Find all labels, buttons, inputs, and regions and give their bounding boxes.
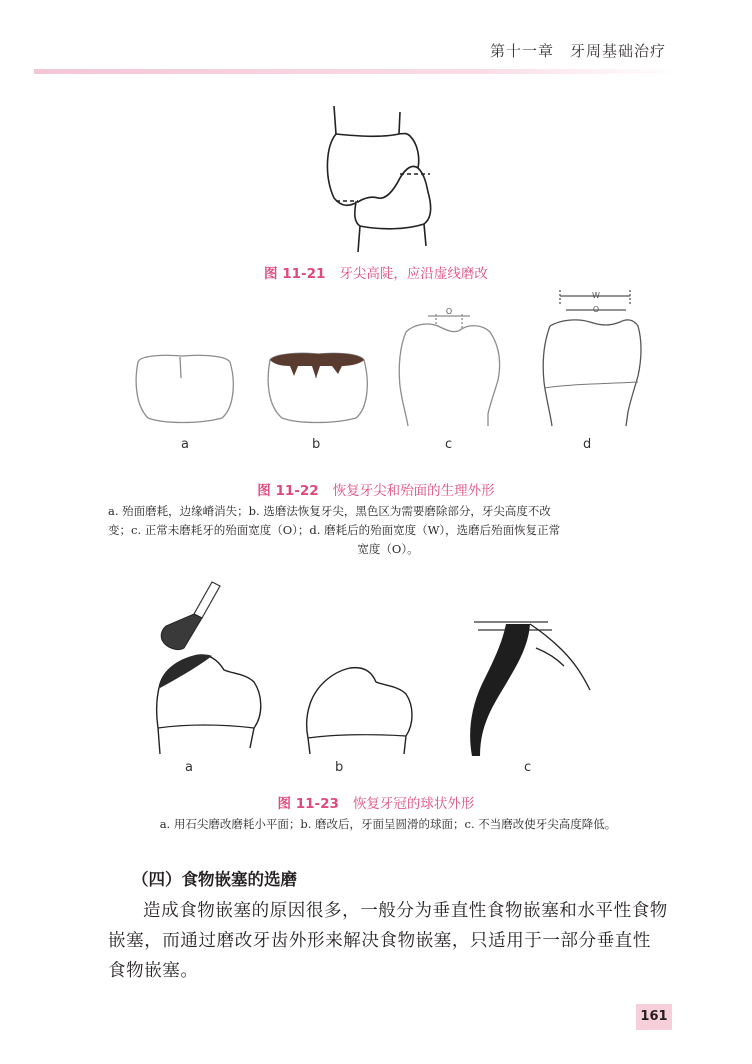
- chapter-header: 第十一章 牙周基础治疗: [489, 42, 666, 60]
- figure-title: 恢复牙冠的球状外形: [352, 796, 475, 812]
- figure-11-21-illustration: [320, 106, 440, 252]
- figure-11-23-illustration: [150, 578, 620, 760]
- figure-11-22-note-line-2: 变；c. 正常未磨耗牙的殆面宽度（O）；d. 磨耗后的殆面宽度（W），选磨后殆面恢复正常: [108, 523, 561, 537]
- figure-11-22-note-line-3: 宽度（O）。: [357, 542, 419, 556]
- figure-11-23-note: a. 用石尖磨改磨耗小平面；b. 磨改后，牙面呈圆滑的球面；c. 不当磨改使牙尖高度降低。: [159, 817, 617, 831]
- figure-11-22-illustration: [130, 286, 650, 436]
- figure-number: 图 11-23: [277, 796, 339, 812]
- section-title: （四）食物嵌塞的选磨: [132, 870, 297, 889]
- panel-c-ground-area: [470, 624, 530, 756]
- figure-11-23-label-c: c: [524, 760, 532, 775]
- figure-number: 图 11-21: [264, 266, 326, 282]
- panel-d-width-o-mark: O: [592, 305, 600, 314]
- panel-a-tooth-gum-line: [158, 725, 254, 728]
- figure-11-22-label-b: b: [312, 437, 321, 452]
- figure-title: 牙尖高陡，应沿虚线磨改: [339, 266, 488, 282]
- body-paragraph: [108, 896, 668, 986]
- figure-11-22-note-line-1: a. 殆面磨耗，边缘嵴消失；b. 选磨法恢复牙尖，黑色区为需要磨除部分，牙尖高度不改: [108, 504, 551, 518]
- stone-bur: [161, 582, 220, 650]
- lower-tooth-root-left: [358, 226, 360, 252]
- figure-title: 恢复牙尖和殆面的生理外形: [332, 483, 495, 499]
- panel-a-ground-facet: [160, 655, 212, 689]
- figure-11-22-label-c: c: [445, 437, 453, 452]
- lower-tooth-root-right: [424, 224, 426, 246]
- page-number: 161: [636, 1004, 672, 1030]
- header-rule: [34, 69, 679, 74]
- figure-11-22-caption: [0, 479, 752, 499]
- upper-tooth-root-right: [399, 112, 400, 134]
- figure-number: 图 11-22: [257, 483, 319, 499]
- panel-c-tooth-outline: [530, 624, 590, 690]
- panel-c-tooth: [399, 314, 499, 426]
- figure-11-23-caption: [0, 792, 752, 812]
- panel-a-tooth: [136, 355, 233, 422]
- figure-11-23-label-b: b: [335, 760, 344, 775]
- figure-11-21-caption: [0, 262, 752, 282]
- body-line: 造成食物嵌塞的原因很多，一般分为垂直性食物嵌塞和水平性: [143, 901, 632, 921]
- panel-b-tooth-gum-line: [308, 735, 406, 738]
- figure-11-22-label-d: d: [583, 437, 592, 452]
- panel-c-width-mark: O: [445, 307, 453, 316]
- figure-11-23-label-a: a: [185, 760, 193, 775]
- upper-tooth-root-left: [334, 106, 336, 134]
- panel-d-width-w-mark: W: [592, 291, 600, 300]
- figure-11-22-label-a: a: [181, 437, 189, 452]
- body-line: 食物嵌塞，而通过磨改牙齿外形来解决食物嵌塞，只适用于一部分: [108, 901, 668, 951]
- body-line: 垂直性食物嵌塞。: [108, 931, 652, 981]
- panel-b-tooth: [307, 668, 412, 754]
